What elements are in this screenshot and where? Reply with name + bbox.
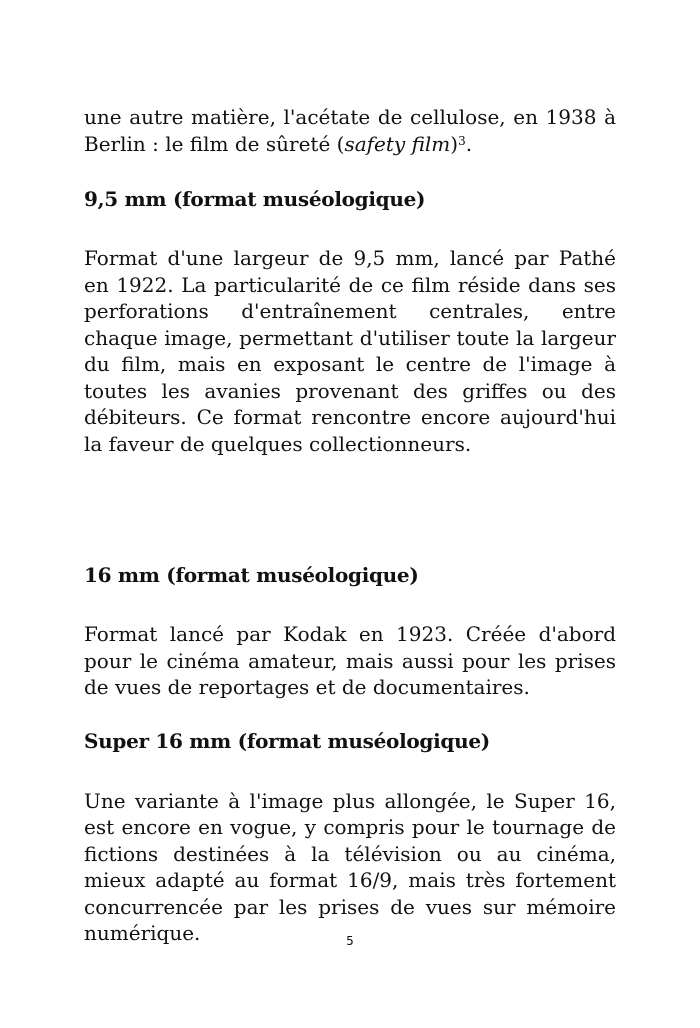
intro-close-paren: ) bbox=[450, 131, 459, 156]
page-content bbox=[84, 104, 616, 947]
section-body-super-16mm: Une variante à l'image plus allongée, le Super 16, est encore en vogue, y compris pour le tournage de fictions destinées à la télévision ou au cinéma, mieux adapté au format 16/9, mais très fortement concurrencée par les prises de vues sur mémoire numérique. bbox=[84, 788, 616, 945]
section-body-9-5mm: Format d'une largeur de 9,5 mm, lancé par Pathé en 1922. La particularité de ce film réside dans ses perforations d'entraînement centrales, entre chaque image, permettant d'utiliser toute la largeur du film, mais en exposant le centre de l'image à toutes les avanies provenant des griffes ou des débiteurs. Ce format rencontre encore aujourd'hui la faveur de quelques collectionneurs. bbox=[84, 246, 616, 456]
intro-text: une autre matière, l'acétate de cellulose, en 1938 à Berlin : le film de sûreté ( bbox=[84, 105, 616, 156]
intro-italic-term: safety film bbox=[344, 131, 451, 156]
footnote-marker[interactable]: 3 bbox=[458, 133, 466, 148]
intro-paragraph bbox=[84, 104, 616, 157]
intro-period: . bbox=[465, 131, 473, 156]
page-number: 5 bbox=[346, 934, 354, 948]
section-heading-9-5mm: 9,5 mm (format muséologique) bbox=[84, 187, 426, 211]
section-heading-super-16mm: Super 16 mm (format muséologique) bbox=[84, 728, 490, 753]
section-body-16mm: Format lancé par Kodak en 1923. Créée d'abord pour le cinéma amateur, mais aussi pour les prises de vues de reportages et de documentaires. bbox=[84, 622, 616, 699]
section-heading-16mm: 16 mm (format muséologique) bbox=[84, 563, 419, 587]
